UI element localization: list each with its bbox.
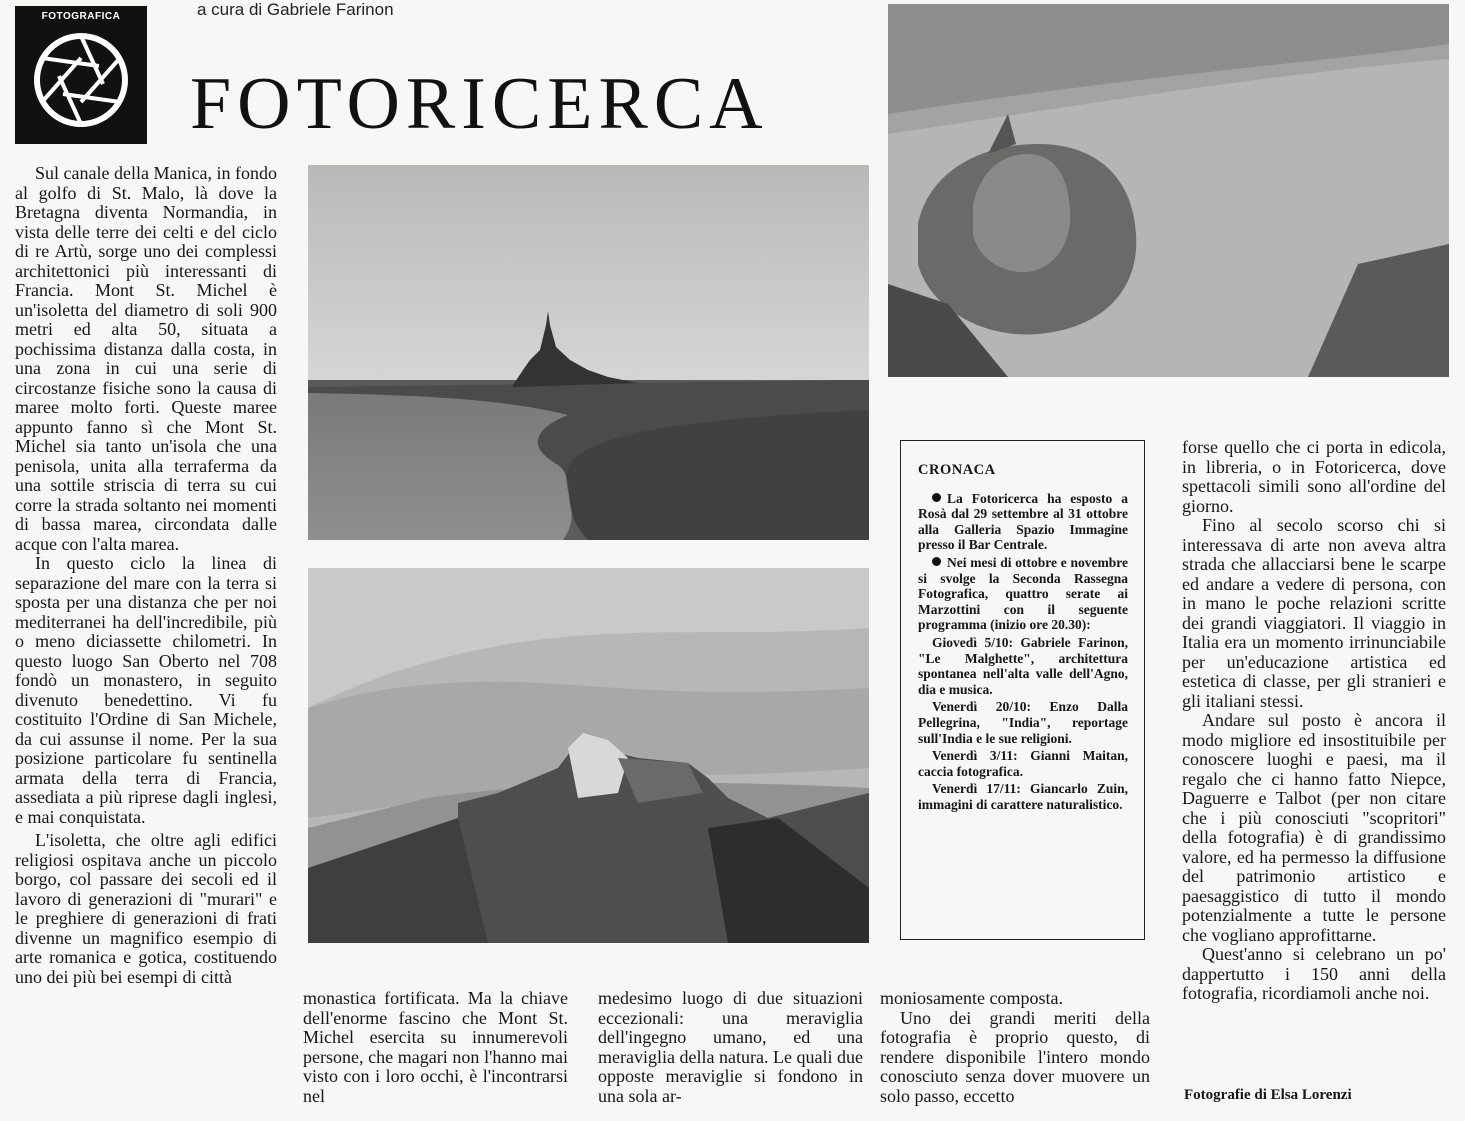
article-paragraph: In questo ciclo la linea di separazione del mare con la terra si sposta per una distanza che per noi mediterranei ha dell'incredibile, più o meno diciassette chilometri. In questo luogo San Oberto nel 708 fondò un monastero, in seguito divenuto benedettino. Vi fu costituito l'Ordine di San Michele, da cui assunse il nome. Per la sua posizione particolare fu sentinella armata della terra di Francia, assediata a più riprese dagli inglesi, e mai conquistata. xyxy=(15,553,277,827)
cronaca-box xyxy=(900,440,1145,940)
cronaca-title: CRONACA xyxy=(918,462,996,478)
article-paragraph: moniosamente composta. xyxy=(880,989,1063,1008)
article-paragraph: Fino al secolo scorso chi si interessava di arte non aveva altra strada che allacciarsi bene le scarpe ed andare a vedere di persona, con in mano le poche relazioni scritte dei grandi viaggiatori. Il viaggio in Italia era un momento irrinunciabile per un'educazione artistica ed estetica di classe, per gli stranieri e gli italiani stessi. xyxy=(1182,515,1446,711)
fotografica-logo xyxy=(15,6,147,144)
cronaca-item: Nei mesi di ottobre e novembre si svolge la Seconda Rassegna Fotografica, quattro serate ai Marzottini con il seguente programma (inizio ore 20.30): xyxy=(918,554,1128,633)
curator-byline: a cura di Gabriele Farinon xyxy=(197,0,394,19)
photo-tower-and-sands xyxy=(888,4,1449,377)
program-item: Venerdì 3/11: Gianni Maitan, caccia fotografica. xyxy=(918,748,1128,779)
page-title: FOTORICERCA xyxy=(190,63,769,145)
program-item: Giovedì 5/10: Gabriele Farinon, "Le Malghette", architettura spontanea nell'alta valle dell'Agno, dia e musica. xyxy=(918,634,1128,697)
program-item: Venerdì 17/11: Giancarlo Zuin, immagini di carattere naturalistico. xyxy=(918,781,1128,812)
article-paragraph: Sul canale della Manica, in fondo al golfo di St. Malo, là dove la Bretagna diventa Normandia, in vista delle terre dei celti e del ciclo di re Artù, sorge uno dei complessi architettonici più interessanti di Francia. Mont St. Michel è un'isoletta del diametro di soli 900 metri ed alta 50, situata a pochissima distanza dalla costa, in una zona in cui una serie di circostanze fisiche sono la causa di maree molto forti. Queste maree appunto fanno sì che Mont St. Michel sia tanto un'isola che una penisola, unita alla terraferma da una sottile striscia di terra su cui corre la strada soltanto nei momenti di bassa marea, circondata dalle acque con l'alta marea. xyxy=(15,164,277,554)
article-column-5 xyxy=(1182,438,1446,1078)
camera-aperture-icon xyxy=(33,32,129,128)
article-column-3 xyxy=(598,989,863,1114)
photo-mont-st-michel-distant xyxy=(308,165,869,540)
photo-credit: Fotografie di Elsa Lorenzi xyxy=(1184,1087,1352,1103)
article-paragraph: medesimo luogo di due situazioni eccezionali: una meraviglia dell'ingegno umano, ed una meraviglia della natura. Le quali due opposte meraviglie si fondono in una sola ar- xyxy=(598,989,863,1106)
cronaca-item: La Fotoricerca ha esposto a Rosà dal 29 settembre al 31 ottobre alla Galleria Spazio Immagine presso il Bar Centrale. xyxy=(918,490,1128,553)
article-paragraph: Andare sul posto è ancora il modo migliore ed insostituibile per conoscere luoghi e paesi, ma il regalo che ci hanno fatto Niepce, Daguerre e Talbot (per non citare che i più conosciuti "scopritori" della fotografia) è di grandissimo valore, ed ha permesso la diffusione del patrimonio artistico e paesaggistico di tutto il mondo potenzialmente a tutte le persone che vogliano approfittarne. xyxy=(1182,710,1446,945)
article-paragraph: monastica fortificata. Ma la chiave dell'enorme fascino che Mont St. Michel esercita su innumerevoli persone, che magari non l'hanno mai visto con i loro occhi, è l'incontrarsi nel xyxy=(303,989,568,1106)
article-column-2 xyxy=(303,989,568,1114)
logo-label: FOTOGRAFICA xyxy=(41,11,121,22)
article-paragraph: L'isoletta, che oltre agli edifici religiosi ospitava anche un piccolo borgo, col passare dei secoli ed il lavoro di generazioni di "murari" e le preghiere di generazioni di frati divenne un magnifico esempio di arte romanica e gotica, costituendo uno dei più bei esempi di città xyxy=(15,830,277,987)
article-paragraph: Uno dei grandi meriti della fotografia è proprio questo, di rendere disponibile l'intero mondo conosciuto senza dover muovere un solo passo, eccetto xyxy=(880,1007,1150,1106)
bullet-icon xyxy=(932,557,941,566)
photo-abbey-aerial-view xyxy=(308,568,869,943)
bullet-icon xyxy=(932,493,941,502)
article-paragraph: forse quello che ci porta in edicola, in libreria, o in Fotoricerca, dove spettacoli simili sono all'ordine del giorno. xyxy=(1182,438,1446,516)
article-paragraph: Quest'anno si celebrano un po' dappertutto i 150 anni della fotografia, ricordiamoli anche noi. xyxy=(1182,944,1446,1003)
program-item: Venerdì 20/10: Enzo Dalla Pellegrina, "India", reportage sull'India e le sue religioni. xyxy=(918,699,1128,746)
article-column-1 xyxy=(15,164,277,1109)
article-column-4 xyxy=(880,989,1150,1114)
